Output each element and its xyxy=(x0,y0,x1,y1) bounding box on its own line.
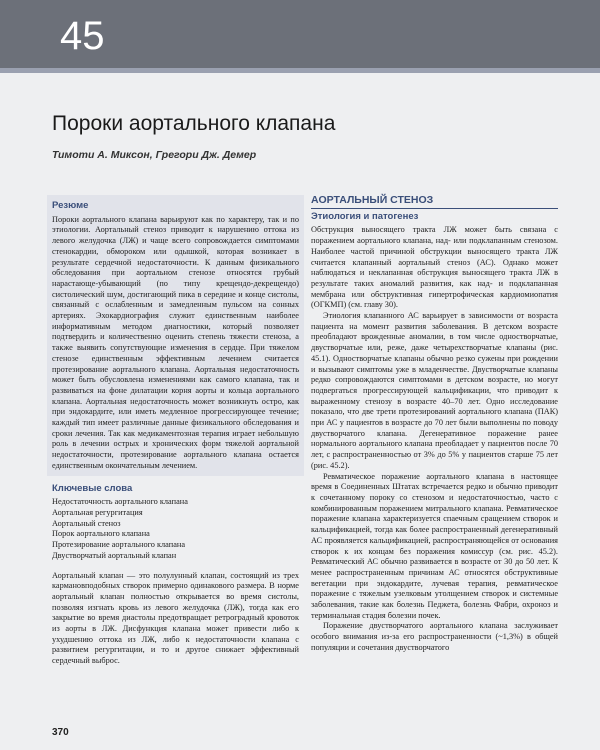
keywords-heading: Ключевые слова xyxy=(52,482,133,494)
chapter-authors: Тимоти А. Миксон, Грегори Дж. Демер xyxy=(52,149,257,161)
body-paragraph: Обструкция выносящего тракта ЛЖ может быть связана с поражением аортального клапана, над- или подклапанным стенозом. Наиболее частой причиной обструкции выносящего тракта ЛЖ считается клапанный аортальный стеноз (АС). Однако может наблюдаться и неклапанная обструкция выносящего тракта ЛЖ в результате таких аномалий развития, как над- и подклапанная мембрана или обструктивная гипертрофическая кардиомиопатия (ОГКМП) (см. главу 30). xyxy=(311,225,558,310)
keyword-item: Аортальная регургитация xyxy=(52,507,143,517)
chapter-header-bar xyxy=(0,0,600,68)
keyword-item: Протезирование аортального клапана xyxy=(52,540,186,550)
body-paragraph: Ревматическое поражение аортального клапана в настоящее время в Соединенных Штатах встречается редко и обычно приводит к сочетанному пороку со стенозом и недостаточностью, часто с комбинированным поражением митрального клапана. Ревматическое поражение клапана характеризуется спаечным сращением створок и кальцификацией, тогда как более распространенный дегенеративный АС проявляется кальцификацией, распространяющейся от основания створок к их концам без поражения комиссур (см. рис. 45.2). Ревматический АС обычно развивается в возрасте от 30 до 50 лет. К менее распространенным причинам АС относятся обструктивные вегетации при эндокардите, лучевая терапия, ревматическое поражение с тяжелым узелковым утолщением створок и системные заболевания, такие как болезнь Педжета, болезнь Фабри, охроноз и терминальная стадия болезни почек. xyxy=(311,471,558,620)
keywords-list xyxy=(52,497,299,561)
summary-text: Пороки аортального клапана варьируют как по характеру, так и по этиологии. Аортальный стеноз приводит к нарушению оттока из левого желудочка (ЛЖ) и чаще всего сопровождается симптомами стенокардии, обмороком или одышкой, которая возникает в результате сердечной недостаточности. К данным физикального обследования при аортальном стенозе относятся грубый нарастающе-убывающий (по типу крещендо-декрещендо) систолический шум, достигающий пика в середине и конце систолы, связанный с ослабленным и замедленным пульсом на сонных артериях. Эхокардиография служит единственным наиболее информативным методом диагностики, который позволяет подтвердить и количественно оценить степень тяжести стеноза, а также выявить сопутствующие изменения в сердце. При тяжелом стенозе единственным эффективным лечением считается протезирование аортального клапана. Аортальная недостаточность может быть обусловлена изменениями как самого клапана, так и развиваться на фоне дилатации корня аорты и кольца аортального клапана. Аортальная недостаточность может возникнуть остро, как при эндокардите, или иметь медленное прогрессирующее течение; каждый тип имеет различные данные физикального обследования и сроки лечения. Так как медикаментозная терапия играет небольшую роль в лечении острых и хронических форм тяжелой аортальной недостаточности, протезирование аортального клапана остается единственным окончательным лечением. xyxy=(52,214,299,470)
keyword-item: Недостаточность аортального клапана xyxy=(52,497,188,507)
body-paragraph: Этиология клапанного АС варьирует в зависимости от возраста пациента на момент развития заболевания. В детском возрасте преобладают врожденные аномалии, в том числе одностворчатые, двустворчатые или, реже, даже четырехстворчатые клапаны (рис. 45.1). Одностворчатые клапаны обычно резко сужены при рождении и вызывают симптомы уже в младенчестве. Двустворчатые клапаны редко сопровождаются симптомами в детском возрасте, но могут подвергаться прогрессирующей кальцификации, что приводит к выраженному стенозу в возрасте 40–70 лет. Одно исследование показало, что две трети протезирований аортального клапана (ПАК) при АС у пациентов в возрасте до 70 лет были выполнены по поводу двустворчатого клапана. Дегенеративное поражение ранее нормального аортального клапана преобладает у пациентов после 70 лет, с распространенностью от 3% до 5% у пациентов старше 75 лет (рис. 45.2). xyxy=(311,311,558,470)
keyword-item: Порок аортального клапана xyxy=(52,529,150,539)
section-heading-aortic-stenosis: АОРТАЛЬНЫЙ СТЕНОЗ xyxy=(311,195,558,209)
subheading-etiology: Этиология и патогенез xyxy=(311,210,419,222)
keyword-item: Аортальный стеноз xyxy=(52,518,121,528)
chapter-number: 45 xyxy=(60,14,105,58)
right-column xyxy=(311,195,558,654)
intro-paragraph: Аортальный клапан — это полулунный клапан, состоящий из трех кармановподобных створок примерно одинакового размера. В норме аортальный клапан полностью открывается во время систолы, позволяя изгнать кровь из левого желудочка (ЛЖ), тогда как его закрытие во время диастолы предотвращает ретроградный кровоток из аорты в ЛЖ. Дисфункция клапана может привести либо к ухудшению оттока из ЛЖ, либо к недостаточности клапана с развитием регургитации, и то и другое снижает эффективный сердечный выброс. xyxy=(52,570,299,666)
summary-heading: Резюме xyxy=(52,200,89,211)
body-paragraph: Поражение двустворчатого аортального клапана заслуживает особого внимания из-за его распространенности (~1,3%) в общей популяции и сочетания двустворчатого xyxy=(311,621,558,652)
page-number: 370 xyxy=(52,727,69,738)
left-column xyxy=(52,195,299,667)
header-stripe xyxy=(0,68,600,73)
keyword-item: Двустворчатый аортальный клапан xyxy=(52,550,177,560)
chapter-title: Пороки аортального клапана xyxy=(52,112,336,135)
summary-box xyxy=(47,195,304,476)
